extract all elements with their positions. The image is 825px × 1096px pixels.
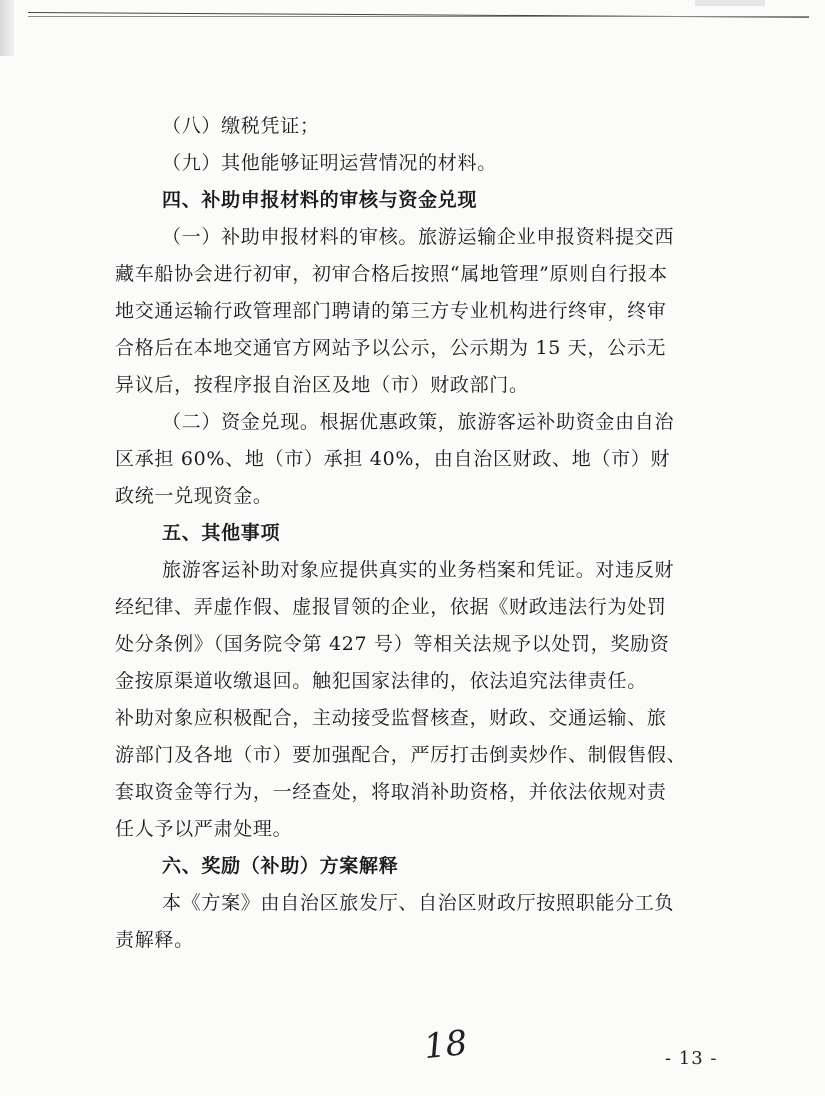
text-line: 地交通运输行政管理部门聘请的第三方专业机构进行终审，终审 [115,300,667,322]
text-line: 经纪律、弄虚作假、虚报冒领的企业，依据《财政违法行为处罚 [115,596,667,618]
text-line: （一）补助申报材料的审核。旅游运输企业申报资料提交西 [162,226,675,248]
text-line: 区承担 60%、地（市）承担 40%，由自治区财政、地（市）财 [115,448,671,470]
text-line: 补助对象应积极配合，主动接受监督核查，财政、交通运输、旅 [115,707,667,729]
page-number: - 13 - [665,1048,718,1069]
text-line: 金按原渠道收缴退回。触犯国家法律的，依法追究法律责任。 [115,670,647,692]
handwritten-page-mark: 18 [422,1022,470,1068]
text-line: （二）资金兑现。根据优惠政策，旅游客运补助资金由自治 [162,411,675,433]
top-rule-line-secondary [28,16,809,17]
text-line: 政统一兑现资金。 [115,485,273,507]
text-line: （九）其他能够证明运营情况的材料。 [162,152,497,174]
text-line: 任人予以严肃处理。 [115,818,293,840]
text-line: （八）缴税凭证； [162,115,320,137]
scan-edge-shadow [0,0,14,56]
section-heading: 六、奖励（补助）方案解释 [162,855,399,877]
document-body [115,108,745,959]
section-heading: 四、补助申报材料的审核与资金兑现 [162,189,478,211]
text-line: 合格后在本地交通官方网站予以公示，公示期为 15 天，公示无 [115,337,667,359]
text-line: 本《方案》由自治区旅发厅、自治区财政厅按照职能分工负 [162,892,675,914]
text-line: 旅游客运补助对象应提供真实的业务档案和凭证。对违反财 [162,559,675,581]
text-line: 游部门及各地（市）要加强配合，严厉打击倒卖炒作、制假售假、 [115,744,687,766]
text-line: 异议后，按程序报自治区及地（市）财政部门。 [115,374,529,396]
text-line: 藏车船协会进行初审，初审合格后按照“属地管理”原则自行报本 [115,263,668,285]
text-line: 处分条例》（国务院令第 427 号）等相关法规予以处罚，奖励资 [115,633,670,655]
text-line: 套取资金等行为，一经查处，将取消补助资格，并依法依规对责 [115,781,667,803]
top-header-smudge [695,0,765,6]
section-heading: 五、其他事项 [162,522,281,544]
text-line: 责解释。 [115,929,194,951]
